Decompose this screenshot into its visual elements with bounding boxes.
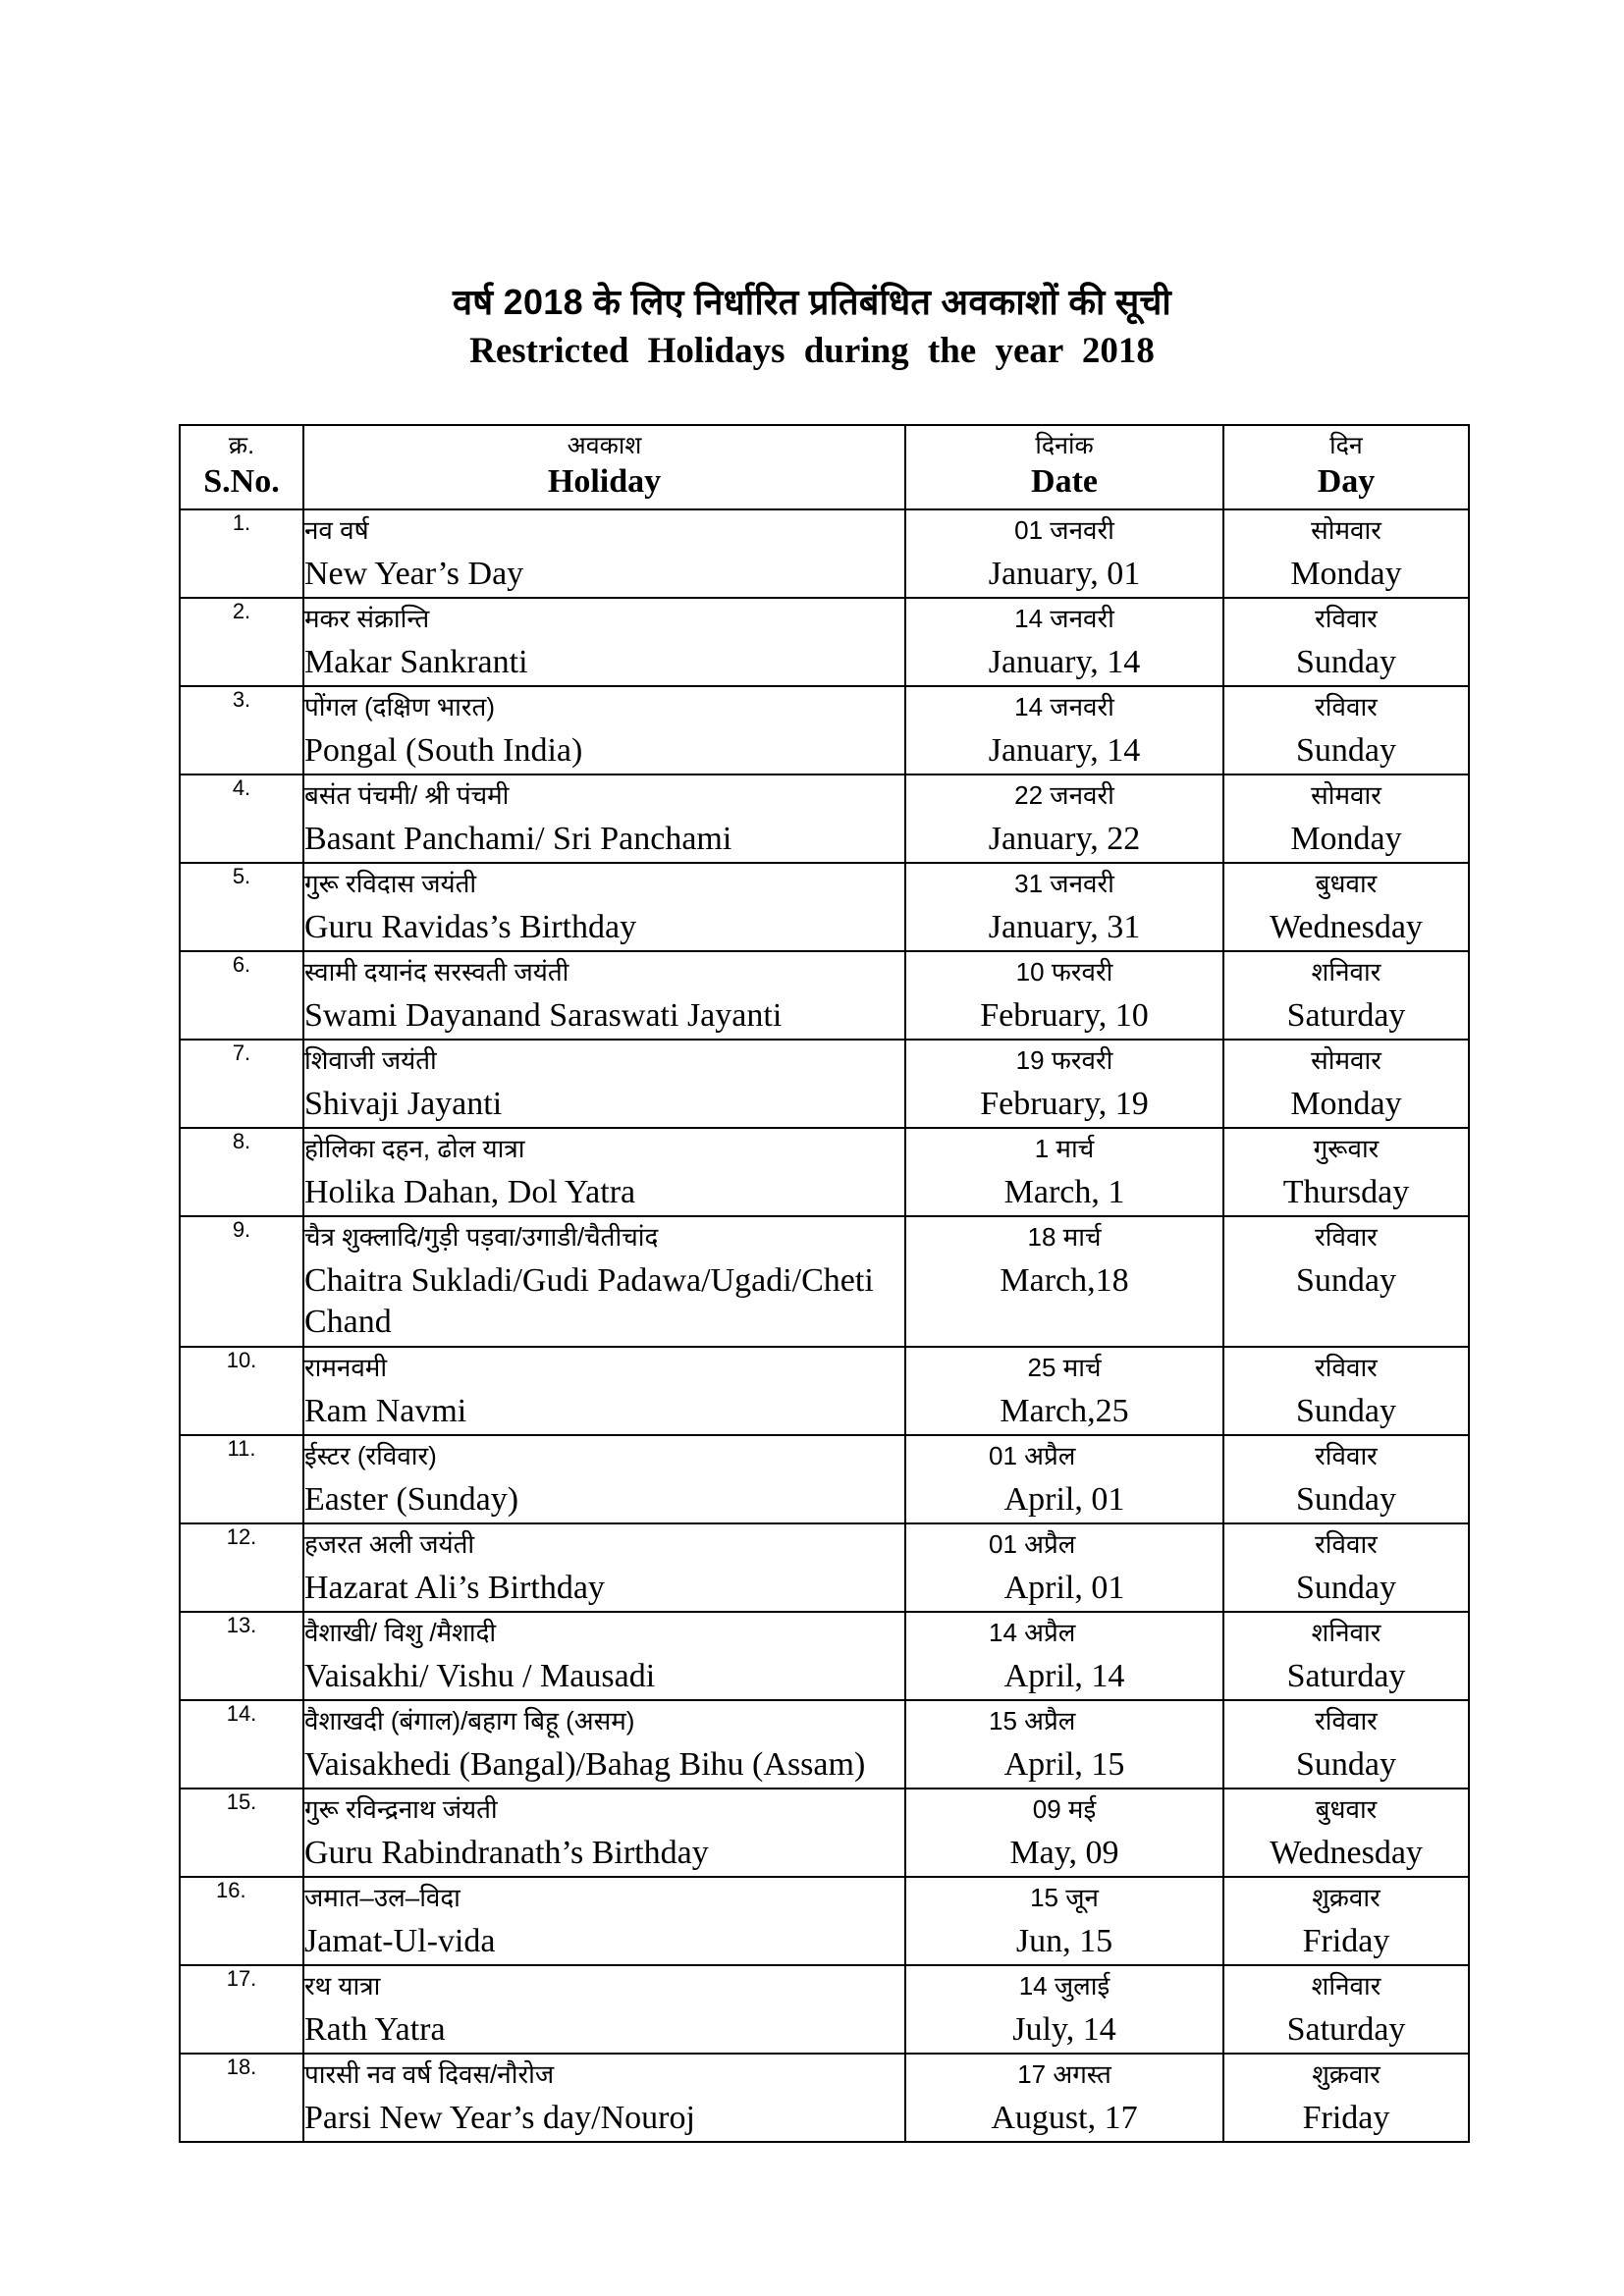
- date-english: February, 10: [980, 997, 1149, 1034]
- date-hindi: 18 मार्च: [1027, 1222, 1102, 1252]
- day-english: Sunday: [1296, 732, 1396, 769]
- holiday-name-english: Holika Dahan, Dol Yatra: [304, 1174, 636, 1210]
- holiday-name-english: Chaitra Sukladi/Gudi Padawa/Ugadi/Cheti Chand: [304, 1262, 874, 1340]
- cell-holiday: [303, 1877, 905, 1965]
- cell-holiday: [303, 1523, 905, 1612]
- holiday-name-english: Guru Ravidas’s Birthday: [304, 909, 637, 945]
- holiday-name-hindi: स्वामी दयानंद सरस्वती जयंती: [304, 957, 569, 987]
- day-english: Saturday: [1286, 1658, 1406, 1694]
- column-header-sno-english: S.No.: [203, 463, 280, 500]
- cell-holiday: [303, 1040, 905, 1128]
- cell-holiday: [303, 509, 905, 598]
- table-body: [180, 509, 1469, 2142]
- cell-day: [1223, 1216, 1469, 1347]
- cell-sno: 18.: [180, 2054, 303, 2142]
- table-row: [180, 1965, 1469, 2054]
- holiday-name-english: Swami Dayanand Saraswati Jayanti: [304, 997, 783, 1034]
- page-title-english: Restricted Holidays during the year 2018: [469, 331, 1155, 371]
- cell-date: [905, 1216, 1223, 1347]
- table-row: [180, 1216, 1469, 1347]
- table-header-row: [180, 425, 1469, 509]
- day-hindi: शनिवार: [1311, 1618, 1381, 1647]
- column-header-holiday-hindi: अवकाश: [567, 432, 642, 459]
- table-row: [180, 686, 1469, 774]
- cell-sno: 2.: [180, 598, 303, 686]
- cell-sno: 13.: [180, 1612, 303, 1700]
- holiday-name-english: New Year’s Day: [304, 556, 524, 592]
- cell-day: [1223, 1523, 1469, 1612]
- table-row: [180, 1700, 1469, 1789]
- holiday-name-hindi: शिवाजी जयंती: [304, 1045, 437, 1075]
- table-row: [180, 2054, 1469, 2142]
- table-row: [180, 1128, 1469, 1216]
- day-hindi: सोमवार: [1311, 515, 1381, 545]
- column-header-date: [905, 425, 1223, 509]
- cell-day: [1223, 598, 1469, 686]
- cell-date: [905, 1347, 1223, 1435]
- date-hindi: 10 फरवरी: [1015, 957, 1113, 987]
- holiday-name-hindi: रामनवमी: [304, 1353, 388, 1382]
- holiday-name-english: Vaisakhi/ Vishu / Mausadi: [304, 1658, 656, 1694]
- table-row: [180, 1523, 1469, 1612]
- day-english: Sunday: [1296, 1262, 1396, 1299]
- cell-day: [1223, 509, 1469, 598]
- holiday-name-english: Parsi New Year’s day/Nouroj: [304, 2100, 695, 2136]
- holiday-name-hindi: पोंगल (दक्षिण भारत): [304, 692, 495, 721]
- cell-day: [1223, 686, 1469, 774]
- day-english: Wednesday: [1270, 1835, 1423, 1871]
- cell-day: [1223, 1700, 1469, 1789]
- cell-holiday: [303, 774, 905, 863]
- holiday-name-hindi: ईस्टर (रविवार): [304, 1441, 437, 1470]
- holiday-name-hindi: नव वर्ष: [304, 515, 369, 545]
- day-english: Monday: [1290, 821, 1402, 857]
- date-hindi: 14 जनवरी: [1014, 692, 1114, 721]
- holiday-name-english: Shivaji Jayanti: [304, 1086, 503, 1122]
- cell-holiday: [303, 1128, 905, 1216]
- column-header-holiday-english: Holiday: [547, 463, 662, 500]
- day-hindi: शुक्रवार: [1312, 2059, 1380, 2089]
- day-hindi: शनिवार: [1311, 1971, 1381, 2001]
- day-hindi: रविवार: [1315, 692, 1378, 721]
- cell-sno: 11.: [180, 1435, 303, 1523]
- cell-sno: 1.: [180, 509, 303, 598]
- cell-date: [905, 1040, 1223, 1128]
- holiday-name-hindi: हजरत अली जयंती: [304, 1529, 475, 1559]
- column-header-sno: [180, 425, 303, 509]
- day-english: Sunday: [1296, 644, 1396, 680]
- holiday-name-hindi: गुरू रविन्द्रनाथ जंयती: [304, 1794, 498, 1824]
- day-english: Friday: [1302, 2100, 1390, 2136]
- table-row: [180, 509, 1469, 598]
- cell-sno: 3.: [180, 686, 303, 774]
- day-english: Wednesday: [1270, 909, 1423, 945]
- holiday-table: [179, 424, 1470, 2143]
- cell-holiday: [303, 1216, 905, 1347]
- holiday-name-hindi: होलिका दहन, ढोल यात्रा: [304, 1134, 525, 1163]
- date-hindi: 17 अगस्त: [1017, 2059, 1111, 2089]
- table-row: [180, 1435, 1469, 1523]
- day-english: Saturday: [1286, 997, 1406, 1034]
- table-row: [180, 951, 1469, 1040]
- table-row: [180, 1347, 1469, 1435]
- cell-holiday: [303, 1435, 905, 1523]
- day-hindi: बुधवार: [1315, 869, 1378, 898]
- day-english: Monday: [1290, 556, 1402, 592]
- day-hindi: रविवार: [1315, 604, 1378, 633]
- date-hindi: 14 जनवरी: [1014, 604, 1114, 633]
- date-english: April, 01: [1003, 1481, 1125, 1518]
- cell-sno: 14.: [180, 1700, 303, 1789]
- date-hindi: 1 मार्च: [1034, 1134, 1095, 1163]
- day-hindi: रविवार: [1315, 1529, 1378, 1559]
- date-english: August, 17: [991, 2100, 1138, 2136]
- table-row: [180, 1040, 1469, 1128]
- day-english: Sunday: [1296, 1481, 1396, 1518]
- cell-sno: 5.: [180, 863, 303, 951]
- date-hindi: 19 फरवरी: [1015, 1045, 1113, 1075]
- holiday-name-english: Pongal (South India): [304, 732, 583, 769]
- date-hindi: 15 अप्रैल: [989, 1706, 1076, 1735]
- cell-day: [1223, 1877, 1469, 1965]
- table-row: [180, 1789, 1469, 1877]
- date-english: May, 09: [1009, 1835, 1119, 1871]
- cell-date: [905, 951, 1223, 1040]
- cell-holiday: [303, 686, 905, 774]
- day-english: Sunday: [1296, 1746, 1396, 1783]
- holiday-name-english: Basant Panchami/ Sri Panchami: [304, 821, 732, 857]
- day-hindi: रविवार: [1315, 1706, 1378, 1735]
- cell-day: [1223, 1965, 1469, 2054]
- date-english: January, 22: [988, 821, 1141, 857]
- day-hindi: बुधवार: [1315, 1794, 1378, 1824]
- day-english: Saturday: [1286, 2011, 1406, 2048]
- cell-day: [1223, 1789, 1469, 1877]
- day-hindi: रविवार: [1315, 1441, 1378, 1470]
- cell-sno: 7.: [180, 1040, 303, 1128]
- cell-date: [905, 1965, 1223, 2054]
- cell-date: [905, 774, 1223, 863]
- column-header-date-hindi: दिनांक: [1035, 432, 1094, 459]
- date-english: April, 15: [1003, 1746, 1125, 1783]
- cell-date: [905, 686, 1223, 774]
- date-hindi: 15 जून: [1030, 1883, 1099, 1912]
- cell-sno: 10.: [180, 1347, 303, 1435]
- cell-day: [1223, 1128, 1469, 1216]
- holiday-name-english: Makar Sankranti: [304, 644, 528, 680]
- holiday-name-english: Ram Navmi: [304, 1393, 467, 1429]
- cell-sno: 9.: [180, 1216, 303, 1347]
- date-english: July, 14: [1012, 2011, 1116, 2048]
- date-hindi: 01 अप्रैल: [989, 1529, 1076, 1559]
- holiday-name-english: Vaisakhedi (Bangal)/Bahag Bihu (Assam): [304, 1746, 866, 1783]
- cell-holiday: [303, 1965, 905, 2054]
- holiday-name-hindi: रथ यात्रा: [304, 1971, 381, 2001]
- date-hindi: 01 अप्रैल: [989, 1441, 1076, 1470]
- holiday-name-hindi: वैशाखी/ विशु /मैशादी: [304, 1618, 497, 1647]
- date-english: January, 14: [988, 644, 1141, 680]
- day-hindi: रविवार: [1315, 1353, 1378, 1382]
- cell-sno: 15.: [180, 1789, 303, 1877]
- day-hindi: गुरूवार: [1313, 1134, 1380, 1163]
- holiday-name-hindi: मकर संक्रान्ति: [304, 604, 430, 633]
- cell-holiday: [303, 951, 905, 1040]
- table-row: [180, 863, 1469, 951]
- table-row: [180, 598, 1469, 686]
- cell-day: [1223, 2054, 1469, 2142]
- holiday-name-english: Rath Yatra: [304, 2011, 446, 2048]
- cell-date: [905, 1612, 1223, 1700]
- date-english: Jun, 15: [1015, 1923, 1113, 1959]
- day-english: Sunday: [1296, 1570, 1396, 1606]
- date-hindi: 14 अप्रैल: [989, 1618, 1076, 1647]
- holiday-name-english: Jamat-Ul-vida: [304, 1923, 496, 1959]
- holiday-name-english: Easter (Sunday): [304, 1481, 519, 1518]
- cell-day: [1223, 1040, 1469, 1128]
- day-hindi: शनिवार: [1311, 957, 1381, 987]
- date-english: February, 19: [980, 1086, 1149, 1122]
- cell-holiday: [303, 1612, 905, 1700]
- date-english: January, 31: [988, 909, 1141, 945]
- day-hindi: रविवार: [1315, 1222, 1378, 1252]
- cell-sno: 17.: [180, 1965, 303, 2054]
- day-english: Friday: [1302, 1923, 1390, 1959]
- cell-day: [1223, 1612, 1469, 1700]
- cell-day: [1223, 863, 1469, 951]
- date-english: April, 01: [1003, 1570, 1125, 1606]
- cell-sno: 16.: [180, 1877, 303, 1965]
- cell-sno: 12.: [180, 1523, 303, 1612]
- day-hindi: शुक्रवार: [1312, 1883, 1380, 1912]
- holiday-name-hindi: पारसी नव वर्ष दिवस/नौरोज: [304, 2059, 555, 2089]
- day-hindi: सोमवार: [1311, 780, 1381, 810]
- cell-date: [905, 1700, 1223, 1789]
- cell-date: [905, 1877, 1223, 1965]
- holiday-name-english: Guru Rabindranath’s Birthday: [304, 1835, 709, 1871]
- cell-day: [1223, 774, 1469, 863]
- date-hindi: 22 जनवरी: [1014, 780, 1114, 810]
- cell-date: [905, 1789, 1223, 1877]
- table-row: [180, 1612, 1469, 1700]
- date-english: March, 1: [1003, 1174, 1125, 1210]
- day-english: Monday: [1290, 1086, 1402, 1122]
- column-header-sno-hindi: क्र.: [228, 432, 255, 459]
- cell-date: [905, 598, 1223, 686]
- cell-holiday: [303, 1700, 905, 1789]
- day-english: Thursday: [1282, 1174, 1410, 1210]
- cell-holiday: [303, 863, 905, 951]
- cell-holiday: [303, 2054, 905, 2142]
- table-row: [180, 774, 1469, 863]
- column-header-day: [1223, 425, 1469, 509]
- day-english: Sunday: [1296, 1393, 1396, 1429]
- cell-date: [905, 1523, 1223, 1612]
- cell-day: [1223, 1347, 1469, 1435]
- cell-sno: 8.: [180, 1128, 303, 1216]
- column-header-date-english: Date: [1031, 463, 1098, 500]
- cell-day: [1223, 951, 1469, 1040]
- date-english: January, 14: [988, 732, 1141, 769]
- cell-day: [1223, 1435, 1469, 1523]
- cell-sno: 6.: [180, 951, 303, 1040]
- column-header-day-english: Day: [1317, 463, 1376, 500]
- date-hindi: 09 मई: [1032, 1794, 1097, 1824]
- cell-holiday: [303, 598, 905, 686]
- date-hindi: 01 जनवरी: [1014, 515, 1114, 545]
- holiday-name-hindi: जमात–उल–विदा: [304, 1883, 460, 1912]
- cell-date: [905, 2054, 1223, 2142]
- cell-holiday: [303, 1347, 905, 1435]
- date-hindi: 31 जनवरी: [1014, 869, 1114, 898]
- date-english: January, 01: [988, 556, 1141, 592]
- cell-date: [905, 863, 1223, 951]
- holiday-name-hindi: गुरू रविदास जयंती: [304, 869, 477, 898]
- holiday-name-hindi: चैत्र शुक्लादि/गुड़ी पड़वा/उगाडी/चैतीचांद: [304, 1222, 659, 1252]
- cell-holiday: [303, 1789, 905, 1877]
- page-title-hindi: वर्ष 2018 के लिए निर्धारित प्रतिबंधित अवकाशों की सूची: [452, 282, 1172, 322]
- column-header-holiday: [303, 425, 905, 509]
- date-english: March,25: [1000, 1393, 1129, 1429]
- date-english: March,18: [1000, 1262, 1129, 1299]
- column-header-day-hindi: दिन: [1329, 432, 1363, 459]
- cell-date: [905, 509, 1223, 598]
- day-hindi: सोमवार: [1311, 1045, 1381, 1075]
- date-english: April, 14: [1003, 1658, 1125, 1694]
- cell-date: [905, 1128, 1223, 1216]
- date-hindi: 25 मार्च: [1027, 1353, 1102, 1382]
- holiday-name-hindi: वैशाखदी (बंगाल)/बहाग बिहू (असम): [304, 1706, 635, 1735]
- cell-date: [905, 1435, 1223, 1523]
- cell-sno: 4.: [180, 774, 303, 863]
- holiday-name-english: Hazarat Ali’s Birthday: [304, 1570, 605, 1606]
- holiday-name-hindi: बसंत पंचमी/ श्री पंचमी: [304, 780, 510, 810]
- date-hindi: 14 जुलाई: [1018, 1971, 1110, 2001]
- table-row: [180, 1877, 1469, 1965]
